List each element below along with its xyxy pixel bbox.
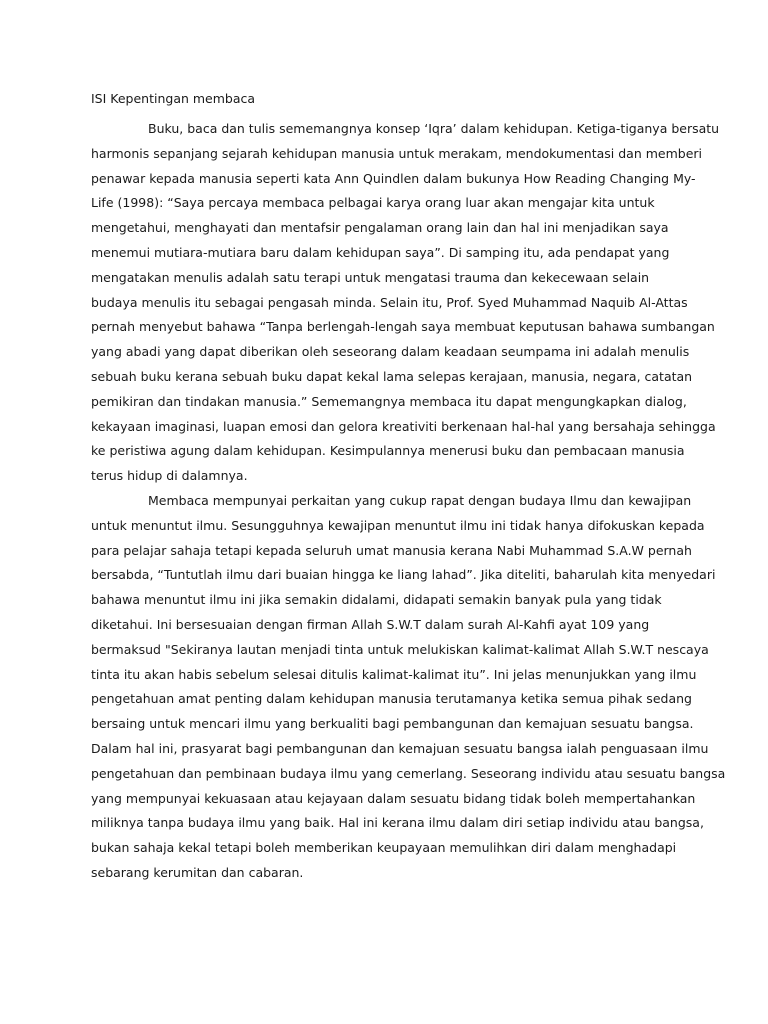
- text-line: bahawa menuntut ilmu ini jika semakin didalami, didapati semakin banyak pula yang tidak: [91, 592, 662, 608]
- text-line: untuk menuntut ilmu. Sesungguhnya kewajipan menuntut ilmu ini tidak hanya difokuskan kepada: [91, 517, 705, 533]
- text-line: penawar kepada manusia seperti kata Ann Quindlen dalam bukunya How Reading Changing My-: [91, 170, 696, 186]
- text-line: bermaksud "Sekiranya lautan menjadi tinta untuk melukiskan kalimat-kalimat Allah S.W.T nescaya: [91, 641, 709, 657]
- text-line: diketahui. Ini bersesuaian dengan firman Allah S.W.T dalam surah Al-Kahfi ayat 109 yang: [91, 616, 650, 632]
- text-line: menemui mutiara-mutiara baru dalam kehidupan saya”. Di samping itu, ada pendapat yang: [91, 244, 670, 260]
- text-line: Buku, baca dan tulis sememangnya konsep ‘Iqra’ dalam kehidupan. Ketiga-tiganya bersatu: [148, 121, 720, 136]
- text-line: mengatakan menulis adalah satu terapi untuk mengatasi trauma dan kekecewaan selain: [91, 269, 650, 285]
- text-line: bersabda, “Tuntutlah ilmu dari buaian hingga ke liang lahad”. Jika diteliti, baharulah kita menyedari: [91, 567, 716, 583]
- text-line: sebuah buku kerana sebuah buku dapat kekal lama selepas kerajaan, manusia, negara, catatan: [91, 368, 693, 384]
- text-line: Dalam hal ini, prasyarat bagi pembangunan dan kemajuan sesuatu bangsa ialah penguasaan ilmu: [91, 740, 709, 756]
- document-title: ISI Kepentingan membaca: [91, 91, 256, 106]
- text-line: Life (1998): “Saya percaya membaca pelbagai karya orang luar akan mengajar kita untuk: [91, 195, 655, 211]
- text-line: pengetahuan dan pembinaan budaya ilmu yang cemerlang. Seseorang individu atau sesuatu bangsa: [91, 765, 726, 781]
- text-line: Membaca mempunyai perkaitan yang cukup rapat dengan budaya Ilmu dan kewajipan: [148, 492, 692, 508]
- text-line: bersaing untuk mencari ilmu yang berkualiti bagi pembangunan dan kemajuan sesuatu bangsa.: [91, 716, 694, 732]
- text-line: terus hidup di dalamnya.: [91, 468, 248, 484]
- text-line: tinta itu akan habis sebelum selesai ditulis kalimat-kalimat itu”. Ini jelas menunjukkan yang ilmu: [91, 666, 697, 682]
- text-line: budaya menulis itu sebagai pengasah minda. Selain itu, Prof. Syed Muhammad Naquib Al-Attas: [91, 294, 688, 310]
- text-line: miliknya tanpa budaya ilmu yang baik. Hal ini kerana ilmu dalam diri setiap individu atau bangsa,: [91, 815, 704, 831]
- text-line: mengetahui, menghayati dan mentafsir pengalaman orang lain dan hal ini menjadikan saya: [91, 220, 669, 236]
- text-line: yang mempunyai kekuasaan atau kejayaan dalam sesuatu bidang tidak boleh mempertahankan: [91, 790, 696, 806]
- text-line: bukan sahaja kekal tetapi boleh memberikan keupayaan memulihkan diri dalam menghadapi: [91, 840, 677, 856]
- text-line: kekayaan imaginasi, luapan emosi dan gelora kreativiti berkenaan hal-hal yang bersahaja sehingga: [91, 418, 716, 434]
- text-line: pemikiran dan tindakan manusia.” Sememangnya membaca itu dapat mengungkapkan dialog,: [91, 393, 687, 409]
- text-line: para pelajar sahaja tetapi kepada seluruh umat manusia kerana Nabi Muhammad S.A.W pernah: [91, 542, 692, 558]
- document-body: [91, 117, 726, 886]
- text-line: harmonis sepanjang sejarah kehidupan manusia untuk merakam, mendokumentasi dan memberi: [91, 145, 703, 161]
- text-line: pengetahuan amat penting dalam kehidupan manusia terutamanya ketika semua pihak sedang: [91, 691, 692, 707]
- text-line: sebarang kerumitan dan cabaran.: [91, 864, 304, 880]
- text-line: ke peristiwa agung dalam kehidupan. Kesimpulannya menerusi buku dan pembacaan manusia: [91, 443, 685, 459]
- text-line: yang abadi yang dapat diberikan oleh seseorang dalam keadaan seumpama ini adalah menulis: [91, 344, 690, 360]
- text-line: pernah menyebut bahawa “Tanpa berlengah-lengah saya membuat keputusan bahawa sumbangan: [91, 319, 715, 335]
